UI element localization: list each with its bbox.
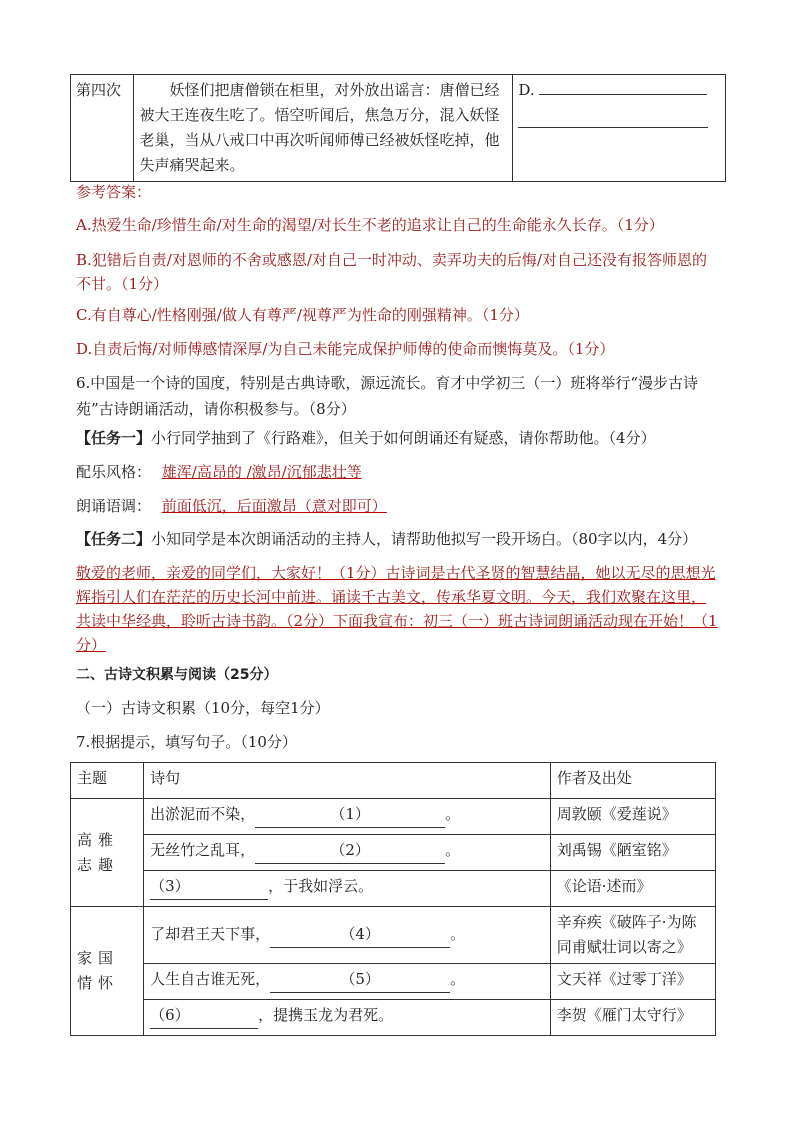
answer-blank-1[interactable] (539, 80, 707, 95)
verse-post: 。 (450, 925, 466, 943)
source-cell: 周敦颐《爱莲说》 (550, 799, 715, 835)
source-cell: 文天祥《过零丁洋》 (550, 964, 715, 1000)
verse-pre: 出淤泥而不染， (150, 805, 256, 823)
verse-post: ，提携玉龙为君死。 (258, 1006, 394, 1024)
blank-2[interactable]: （2） (255, 838, 445, 864)
tone-row (76, 495, 387, 517)
task2-answer: 敬爱的老师，亲爱的同学们，大家好！（1分）古诗词是古代圣贤的智慧结晶，她以无尽的思想光辉指引人们在茫茫的历史长河中前进。诵读千古美文，传承华夏文明。今天，我们欢聚在这里，共读中华经典，聆听古诗书韵。（2分）下面我宣布：初三（一）班古诗词朗诵活动现在开始！（1分） (76, 564, 718, 654)
answer-label: D. (518, 81, 535, 99)
source-cell: 辛弃疾《破阵子·为陈同甫赋壮词以寄之》 (550, 907, 715, 964)
header-source: 作者及出处 (550, 763, 715, 799)
verse-post: 。 (450, 970, 466, 988)
blank-4[interactable]: （4） (270, 922, 450, 948)
table-row (144, 871, 551, 907)
verse-pre: 了却君王天下事， (150, 925, 271, 943)
table-row (144, 835, 551, 871)
source-cell: 《论语·述而》 (550, 871, 715, 907)
tone-answer: 前面低沉，后面激昂（意对即可） (161, 497, 387, 515)
verse-pre: 人生自古谁无死， (150, 970, 271, 988)
source-cell: 李贺《雁门太守行》 (550, 1000, 715, 1036)
task1-tag: 【任务一】 (76, 429, 152, 447)
section2-sub: （一）古诗文积累（10分，每空1分） (76, 699, 330, 717)
table-row (144, 799, 551, 835)
row-label: 第四次 (71, 75, 134, 182)
table-row (144, 907, 551, 964)
task2-text: 小知同学是本次朗诵活动的主持人，请帮助他拟写一段开场白。（80字以内，4分） (151, 530, 698, 548)
story-table (70, 74, 726, 182)
section2-title: 二、古诗文积累与阅读（25分） (76, 667, 278, 683)
reference-d: D.自责后悔/对师傅感情深厚/为自己未能完成保护师傅的使命而懊悔莫及。（1分） (76, 340, 615, 358)
group-elegant: 高雅志趣 (71, 799, 144, 907)
q7-prompt: 7.根据提示，填写句子。（10分） (76, 733, 297, 751)
table-row (144, 964, 551, 1000)
verse-pre: 无丝竹之乱耳， (150, 841, 256, 859)
header-verse: 诗句 (144, 763, 551, 799)
q6-task2 (76, 528, 697, 550)
task2-tag: 【任务二】 (76, 530, 152, 548)
q6-task1 (76, 427, 656, 449)
task1-text: 小行同学抽到了《行路难》，但关于如何朗诵还有疑惑，请你帮助他。（4分） (151, 429, 656, 447)
verse-post: ，于我如浮云。 (268, 877, 374, 895)
answer-blank-2[interactable] (518, 126, 708, 128)
verse-post: 。 (445, 841, 461, 859)
reference-title: 参考答案： (76, 183, 152, 201)
style-answer: 雄浑/高昂的 /激昂/沉郁悲壮等 (161, 463, 362, 481)
answer-cell (513, 75, 726, 182)
blank-3[interactable]: （3） (150, 874, 268, 900)
source-cell: 刘禹锡《陋室铭》 (550, 835, 715, 871)
blank-6[interactable]: （6） (150, 1003, 258, 1029)
blank-5[interactable]: （5） (270, 967, 450, 993)
verse-post: 。 (445, 805, 461, 823)
blank-1[interactable]: （1） (255, 802, 445, 828)
reference-c: C.有自尊心/性格刚强/做人有尊严/视尊严为性命的刚强精神。（1分） (76, 306, 529, 324)
q6-intro: 6.中国是一个诗的国度，特别是古典诗歌，源远流长。育才中学初三（一）班将举行“漫步古诗苑”古诗朗诵活动，请你积极参与。（8分） (76, 374, 698, 418)
reference-b: B.犯错后自责/对恩师的不舍或感恩/对自己一时冲动、卖弄功夫的后悔/对自己还没有报答师恩的不甘。（1分） (76, 251, 707, 293)
poem-table (70, 762, 716, 1036)
style-row (76, 461, 392, 483)
group-patriotic: 家国情怀 (71, 907, 144, 1036)
row-content: 妖怪们把唐僧锁在柜里，对外放出谣言：唐僧已经被大王连夜生吃了。悟空听闻后，焦急万分，混入妖怪老巢，当从八戒口中再次听闻师傅已经被妖怪吃掉，他失声痛哭起来。 (134, 75, 513, 182)
header-theme: 主题 (71, 763, 144, 799)
tone-label: 朗诵语调： (76, 497, 152, 515)
style-label: 配乐风格： (76, 463, 152, 481)
reference-a: A.热爱生命/珍惜生命/对生命的渴望/对长生不老的追求让自己的生命能永久长存。（1分） (76, 216, 664, 234)
table-row (144, 1000, 551, 1036)
